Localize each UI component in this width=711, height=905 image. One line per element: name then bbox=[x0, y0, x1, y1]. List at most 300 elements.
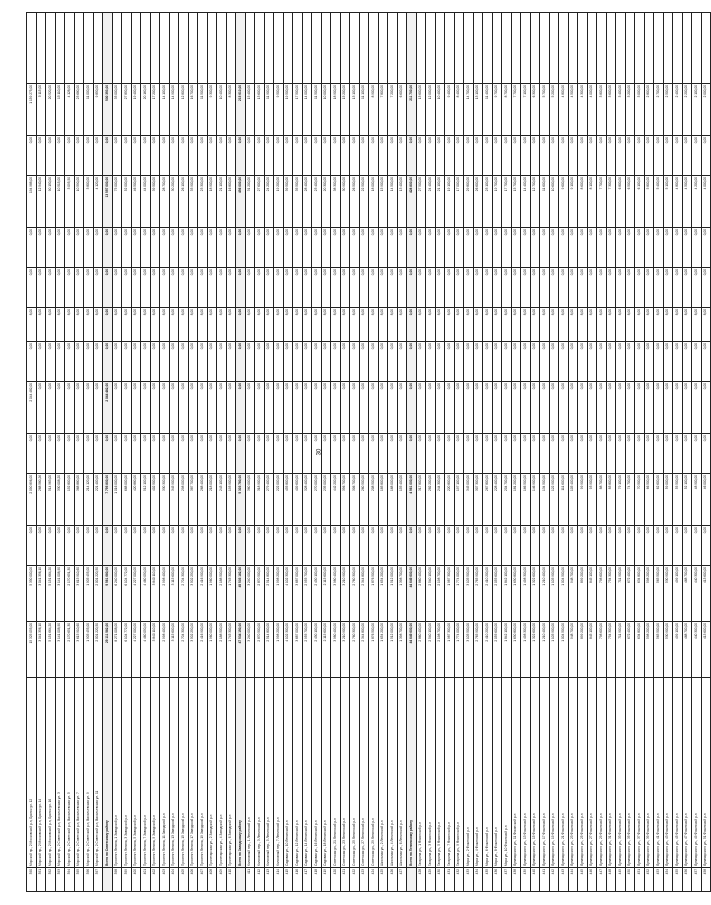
value-cell: 0,00 bbox=[483, 228, 493, 268]
row-number-cell: 435 bbox=[483, 868, 493, 892]
value-cell: 17 500,00 bbox=[293, 84, 303, 136]
value-cell: 8 100,00 bbox=[587, 176, 597, 228]
table-row bbox=[445, 13, 455, 892]
value-cell: 23 100,00 bbox=[483, 176, 493, 228]
value-cell: 0,00 bbox=[36, 526, 46, 566]
value-cell: 2 998 400,00 bbox=[160, 566, 170, 622]
address-cell: Проспект Ленина, 11 Заводской р-н bbox=[160, 678, 170, 868]
value-cell: 0,00 bbox=[122, 136, 132, 176]
value-cell: 0,00 bbox=[378, 526, 388, 566]
value-cell: 222 000,00 bbox=[274, 474, 284, 526]
value-cell: 563 500,00 bbox=[654, 622, 664, 678]
value-cell: 5 330 000,00 bbox=[27, 566, 37, 622]
value-cell: 4 500,00 bbox=[568, 84, 578, 136]
row-number-cell: 414 bbox=[274, 868, 284, 892]
value-cell: 39 500,00 bbox=[283, 176, 293, 228]
value-cell: 500 393,00 bbox=[103, 84, 113, 136]
empty-cell bbox=[141, 13, 151, 84]
value-cell: 0,00 bbox=[321, 382, 331, 434]
value-cell: 9 300,00 bbox=[207, 84, 217, 136]
value-cell: 0,00 bbox=[549, 136, 559, 176]
address-cell: Луначарского ул., 49 Фокинский р-н bbox=[692, 678, 702, 868]
value-cell: 8,00 bbox=[302, 308, 312, 342]
value-cell: 0,00 bbox=[701, 268, 711, 308]
value-cell: 0,00 bbox=[226, 342, 236, 382]
value-cell: 0,00 bbox=[435, 434, 445, 474]
address-cell: Луначарского ул., 41 Фокинский р-н bbox=[654, 678, 664, 868]
value-cell: 0,00 bbox=[464, 382, 474, 434]
value-cell: 0,00 bbox=[236, 342, 246, 382]
value-cell: 8,00 bbox=[483, 308, 493, 342]
value-cell: 1 842 100,00 bbox=[502, 566, 512, 622]
value-cell: 0,00 bbox=[264, 136, 274, 176]
row-number-cell: 403 bbox=[160, 868, 170, 892]
value-cell: 0,00 bbox=[122, 434, 132, 474]
table-row bbox=[701, 13, 711, 892]
address-cell: Всего по Ленинскому району bbox=[407, 678, 417, 868]
empty-cell bbox=[568, 13, 578, 84]
value-cell: 0,00 bbox=[264, 228, 274, 268]
row-number-cell: 401 bbox=[141, 868, 151, 892]
table-row bbox=[112, 13, 122, 892]
value-cell: 168 000,00 bbox=[388, 474, 398, 526]
value-cell: 0,00 bbox=[625, 342, 635, 382]
value-cell: 4 227 000,00 bbox=[131, 622, 141, 678]
row-number-cell: 425 bbox=[378, 868, 388, 892]
empty-cell bbox=[416, 13, 426, 84]
value-cell: 0,00 bbox=[635, 268, 645, 308]
address-cell: Гагарина ул., 7 Фокинский р-н bbox=[445, 678, 455, 868]
value-cell: 0,00 bbox=[160, 342, 170, 382]
value-cell: 0,00 bbox=[587, 434, 597, 474]
value-cell: 2 700,00 bbox=[654, 84, 664, 136]
value-cell: 30 200,00 bbox=[169, 176, 179, 228]
value-cell: 0,00 bbox=[65, 382, 75, 434]
value-cell: 4 102 300,00 bbox=[283, 622, 293, 678]
address-cell: Морской пр., 2 Советский р-н, Васильевская ул. 7 bbox=[74, 678, 84, 868]
value-cell: 2 188 500,00 bbox=[217, 622, 227, 678]
row-number-cell: 417 bbox=[302, 868, 312, 892]
value-cell: 218 000,00 bbox=[207, 474, 217, 526]
value-cell: 267 800,00 bbox=[483, 474, 493, 526]
value-cell: 899 200,00 bbox=[578, 566, 588, 622]
value-cell: 0,00 bbox=[426, 526, 436, 566]
value-cell: 0,00 bbox=[283, 382, 293, 434]
empty-cell bbox=[312, 13, 322, 84]
value-cell: 0,00 bbox=[416, 434, 426, 474]
value-cell: 0,00 bbox=[93, 434, 103, 474]
value-cell: 8,00 bbox=[55, 308, 65, 342]
address-cell: Морской пр., 2 Советский р-н, Васильевская ул. 3 bbox=[55, 678, 65, 868]
value-cell: 0,00 bbox=[217, 526, 227, 566]
register-table-body bbox=[27, 13, 711, 892]
value-cell: 15 200,00 bbox=[340, 84, 350, 136]
value-cell: 0,00 bbox=[207, 136, 217, 176]
value-cell: 0,00 bbox=[226, 434, 236, 474]
value-cell: 8,00 bbox=[160, 308, 170, 342]
value-cell: 0,00 bbox=[27, 268, 37, 308]
value-cell: 0,00 bbox=[483, 268, 493, 308]
value-cell: 29 111 582,00 bbox=[103, 622, 113, 678]
value-cell: 0,00 bbox=[160, 434, 170, 474]
value-cell: 8,00 bbox=[150, 308, 160, 342]
value-cell: 9 600,00 bbox=[559, 176, 569, 228]
value-cell: 0,00 bbox=[188, 526, 198, 566]
value-cell: 0,00 bbox=[492, 136, 502, 176]
row-number-cell: 395 bbox=[74, 868, 84, 892]
value-cell: 243 100,00 bbox=[217, 474, 227, 526]
value-cell: 0,00 bbox=[587, 342, 597, 382]
value-cell: 3 240 000,00 bbox=[245, 622, 255, 678]
address-cell: Советская ул., 25 Ленинский р-н bbox=[350, 678, 360, 868]
value-cell: 0,00 bbox=[701, 382, 711, 434]
value-cell: 0,00 bbox=[416, 268, 426, 308]
value-cell: 0,00 bbox=[340, 526, 350, 566]
value-cell: 26 500,00 bbox=[350, 176, 360, 228]
value-cell: 0,00 bbox=[559, 228, 569, 268]
empty-cell bbox=[616, 13, 626, 84]
value-cell: 0,00 bbox=[74, 228, 84, 268]
table-row bbox=[502, 13, 512, 892]
address-cell: Мира ул., 6 Фокинский р-н bbox=[483, 678, 493, 868]
row-number-cell: 458 bbox=[701, 868, 711, 892]
value-cell: 948 700,00 bbox=[568, 622, 578, 678]
value-cell: 0,00 bbox=[93, 228, 103, 268]
value-cell: 0,00 bbox=[84, 136, 94, 176]
value-cell: 0,00 bbox=[245, 434, 255, 474]
row-number-cell: 427 bbox=[397, 868, 407, 892]
table-row bbox=[692, 13, 702, 892]
value-cell: 244 300,00 bbox=[435, 474, 445, 526]
value-cell: 0,00 bbox=[283, 434, 293, 474]
value-cell: 8,00 bbox=[416, 308, 426, 342]
value-cell: 0,00 bbox=[616, 228, 626, 268]
value-cell: 1 987 300,00 bbox=[445, 566, 455, 622]
table-row bbox=[65, 13, 75, 892]
value-cell: 0,00 bbox=[131, 268, 141, 308]
value-cell: 4 102 300,00 bbox=[283, 566, 293, 622]
value-cell: 0,00 bbox=[321, 434, 331, 474]
value-cell: 0,00 bbox=[625, 268, 635, 308]
empty-cell bbox=[321, 13, 331, 84]
value-cell: 11 500,00 bbox=[198, 84, 208, 136]
value-cell: 18 900,00 bbox=[207, 176, 217, 228]
value-cell: 7 795 800,00 bbox=[103, 474, 113, 526]
row-number-cell: 406 bbox=[188, 868, 198, 892]
value-cell: 0,00 bbox=[255, 268, 265, 308]
value-cell: 387 700,00 bbox=[188, 474, 198, 526]
value-cell: 44 649 600,00 bbox=[407, 566, 417, 622]
value-cell: 9 850,00 bbox=[93, 84, 103, 136]
value-cell: 0,00 bbox=[131, 434, 141, 474]
value-cell: 1 512 000,00 bbox=[388, 622, 398, 678]
value-cell: 0,00 bbox=[331, 526, 341, 566]
empty-cell bbox=[426, 13, 436, 84]
value-cell: 90 150,00 bbox=[46, 176, 56, 228]
value-cell: 0,00 bbox=[188, 382, 198, 434]
value-cell: 11 500,00 bbox=[312, 84, 322, 136]
value-cell: 0,00 bbox=[445, 228, 455, 268]
value-cell: 14 000,00 bbox=[302, 84, 312, 136]
value-cell: 0,00 bbox=[445, 526, 455, 566]
value-cell: 0,00 bbox=[331, 434, 341, 474]
value-cell: 44 649 600,00 bbox=[407, 622, 417, 678]
value-cell: 0,00 bbox=[663, 526, 673, 566]
value-cell: 499 100,00 bbox=[673, 566, 683, 622]
value-cell: 0,00 bbox=[359, 526, 369, 566]
empty-cell bbox=[179, 13, 189, 84]
value-cell: 0,00 bbox=[559, 434, 569, 474]
value-cell: 0,00 bbox=[65, 136, 75, 176]
value-cell: 0,00 bbox=[473, 382, 483, 434]
value-cell: 0,00 bbox=[46, 268, 56, 308]
value-cell: 0,00 bbox=[55, 268, 65, 308]
empty-cell bbox=[559, 13, 569, 84]
value-cell: 3 115 600,00 bbox=[169, 622, 179, 678]
value-cell: 0,00 bbox=[492, 434, 502, 474]
value-cell: 0,00 bbox=[169, 228, 179, 268]
table-row bbox=[160, 13, 170, 892]
row-number-cell: 450 bbox=[625, 868, 635, 892]
value-cell: 0,00 bbox=[217, 136, 227, 176]
value-cell: 0,00 bbox=[407, 342, 417, 382]
value-cell: 0,00 bbox=[369, 526, 379, 566]
value-cell: 0,00 bbox=[293, 434, 303, 474]
value-cell: 0,00 bbox=[369, 136, 379, 176]
value-cell: 0,00 bbox=[616, 136, 626, 176]
value-cell: 0,00 bbox=[511, 434, 521, 474]
value-cell: 55 500,00 bbox=[673, 474, 683, 526]
value-cell: 2 115 600,00 bbox=[321, 622, 331, 678]
value-cell: 0,00 bbox=[283, 228, 293, 268]
value-cell: 6 500,00 bbox=[625, 176, 635, 228]
value-cell: 368 880,00 bbox=[74, 474, 84, 526]
row-number-cell: 408 bbox=[207, 868, 217, 892]
address-cell: Морской пр., 2 Московский р-н, Брянск ул. 16 bbox=[46, 678, 56, 868]
row-number-cell: 392 bbox=[46, 868, 56, 892]
value-cell: 0,00 bbox=[540, 526, 550, 566]
value-cell: 0,00 bbox=[578, 526, 588, 566]
value-cell: 0,00 bbox=[701, 136, 711, 176]
value-cell: 0,00 bbox=[549, 434, 559, 474]
value-cell: 62 600,00 bbox=[654, 474, 664, 526]
value-cell: 0,00 bbox=[511, 228, 521, 268]
value-cell: 19 400,00 bbox=[131, 84, 141, 136]
address-cell: Морской пр., 2 Советский р-н, Васильевская ул. 9 bbox=[84, 678, 94, 868]
value-cell: 0,00 bbox=[473, 342, 483, 382]
row-number-cell: 426 bbox=[388, 868, 398, 892]
address-cell: Морской пр., 2 Московский р-н, Брянск ул. 12 bbox=[27, 678, 37, 868]
value-cell: 0,00 bbox=[255, 228, 265, 268]
empty-cell bbox=[160, 13, 170, 84]
table-row bbox=[226, 13, 236, 892]
value-cell: 0,00 bbox=[274, 342, 284, 382]
address-cell: Луначарского ул., 11 Фокинский р-н bbox=[511, 678, 521, 868]
value-cell: 0,00 bbox=[673, 526, 683, 566]
value-cell: 24 200,00 bbox=[264, 176, 274, 228]
address-cell: Луначарского ул., 45 Фокинский р-н bbox=[673, 678, 683, 868]
value-cell: 0,00 bbox=[293, 342, 303, 382]
value-cell: 0,00 bbox=[644, 382, 654, 434]
table-row bbox=[625, 13, 635, 892]
value-cell: 1 630 800,00 bbox=[511, 566, 521, 622]
value-cell: 0,00 bbox=[169, 268, 179, 308]
value-cell: 0,00 bbox=[255, 342, 265, 382]
table-row bbox=[540, 13, 550, 892]
row-number-cell: 409 bbox=[217, 868, 227, 892]
table-row bbox=[293, 13, 303, 892]
empty-cell bbox=[93, 13, 103, 84]
value-cell: 8,00 bbox=[625, 308, 635, 342]
table-row bbox=[84, 13, 94, 892]
value-cell: 0,00 bbox=[549, 342, 559, 382]
value-cell: 2 704 300,00 bbox=[179, 566, 189, 622]
table-row bbox=[36, 13, 46, 892]
value-cell: 0,00 bbox=[559, 382, 569, 434]
value-cell: 59 000,00 bbox=[663, 474, 673, 526]
value-cell: 8,00 bbox=[283, 308, 293, 342]
value-cell: 0,00 bbox=[321, 228, 331, 268]
table-row bbox=[150, 13, 160, 892]
value-cell: 0,00 bbox=[597, 268, 607, 308]
value-cell: 0,00 bbox=[426, 136, 436, 176]
value-cell: 8,00 bbox=[321, 308, 331, 342]
value-cell: 0,00 bbox=[255, 136, 265, 176]
row-number-cell: 398 bbox=[112, 868, 122, 892]
value-cell: 0,00 bbox=[179, 434, 189, 474]
value-cell: 0,00 bbox=[502, 268, 512, 308]
value-cell: 7 200,00 bbox=[388, 84, 398, 136]
empty-cell bbox=[673, 13, 683, 84]
value-cell: 13 600,00 bbox=[255, 84, 265, 136]
value-cell: 13 400,00 bbox=[397, 176, 407, 228]
value-cell: 530 900,00 bbox=[663, 622, 673, 678]
value-cell: 0,00 bbox=[549, 526, 559, 566]
value-cell: 0,00 bbox=[331, 228, 341, 268]
value-cell: 0,00 bbox=[369, 382, 379, 434]
value-cell: 0,00 bbox=[122, 268, 132, 308]
value-cell: 0,00 bbox=[169, 434, 179, 474]
value-cell: 0,00 bbox=[112, 434, 122, 474]
table-row bbox=[188, 13, 198, 892]
value-cell: 0,00 bbox=[502, 342, 512, 382]
value-cell: 0,00 bbox=[179, 526, 189, 566]
address-cell: Колхозный пер., 5 Ленинский р-н bbox=[264, 678, 274, 868]
empty-cell bbox=[578, 13, 588, 84]
value-cell: 0,00 bbox=[160, 382, 170, 434]
value-cell: 0,00 bbox=[445, 342, 455, 382]
value-cell: 0,00 bbox=[578, 268, 588, 308]
value-cell: 0,00 bbox=[293, 228, 303, 268]
value-cell: 0,00 bbox=[55, 136, 65, 176]
value-cell: 0,00 bbox=[321, 526, 331, 566]
address-cell: Садовая ул., 12 Ленинский р-н bbox=[293, 678, 303, 868]
value-cell: 634 800,00 bbox=[635, 566, 645, 622]
table-row bbox=[55, 13, 65, 892]
value-cell: 0,00 bbox=[606, 382, 616, 434]
value-cell: 0,00 bbox=[198, 268, 208, 308]
value-cell: 456 000,00 bbox=[236, 176, 246, 228]
address-cell: Луначарского ул., 19 Фокинский р-н bbox=[549, 678, 559, 868]
value-cell: 0,00 bbox=[74, 136, 84, 176]
value-cell: 27 500,00 bbox=[416, 176, 426, 228]
value-cell: 0,00 bbox=[27, 136, 37, 176]
value-cell: 33 900,00 bbox=[188, 176, 198, 228]
value-cell: 0,00 bbox=[435, 382, 445, 434]
value-cell: 35 500,00 bbox=[293, 176, 303, 228]
value-cell: 0,00 bbox=[293, 382, 303, 434]
value-cell: 0,00 bbox=[150, 228, 160, 268]
value-cell: 0,00 bbox=[568, 382, 578, 434]
value-cell: 19 500,00 bbox=[283, 84, 293, 136]
table-row bbox=[454, 13, 464, 892]
value-cell: 0,00 bbox=[511, 382, 521, 434]
value-cell: 0,00 bbox=[103, 434, 113, 474]
table-row bbox=[492, 13, 502, 892]
value-cell: 3 210 900,00 bbox=[340, 622, 350, 678]
empty-cell bbox=[663, 13, 673, 84]
value-cell: 0,00 bbox=[36, 382, 46, 434]
value-cell: 0,00 bbox=[673, 268, 683, 308]
value-cell: 0,00 bbox=[46, 382, 56, 434]
row-number-cell: 438 bbox=[511, 868, 521, 892]
value-cell: 152 800,00 bbox=[65, 474, 75, 526]
value-cell: 0,00 bbox=[359, 268, 369, 308]
value-cell: 0,00 bbox=[46, 342, 56, 382]
value-cell: 8,00 bbox=[274, 308, 284, 342]
address-cell: Мира ул., 10 Фокинский р-н bbox=[502, 678, 512, 868]
value-cell: 18 900,00 bbox=[331, 84, 341, 136]
value-cell: 598 200,00 bbox=[644, 566, 654, 622]
value-cell: 0,00 bbox=[606, 526, 616, 566]
value-cell: 0,00 bbox=[36, 342, 46, 382]
address-cell: Гагарина ул., 1 Фокинский р-н bbox=[416, 678, 426, 868]
value-cell: 634 800,00 bbox=[635, 622, 645, 678]
value-cell: 279 400,00 bbox=[264, 474, 274, 526]
address-cell: Луначарского ул., 17 Фокинский р-н bbox=[540, 678, 550, 868]
address-cell: Проспект Ленина, 19 Заводской р-н bbox=[198, 678, 208, 868]
address-cell: Школьная ул., 2 Ленинский р-н bbox=[378, 678, 388, 868]
value-cell: 3 115 600,00 bbox=[169, 566, 179, 622]
empty-cell bbox=[169, 13, 179, 84]
value-cell: 6 240 000,00 bbox=[112, 566, 122, 622]
value-cell: 8,00 bbox=[93, 308, 103, 342]
value-cell: 134 500,00 bbox=[540, 474, 550, 526]
empty-cell bbox=[483, 13, 493, 84]
value-cell: 0,00 bbox=[188, 268, 198, 308]
value-cell: 33 000,00 bbox=[112, 84, 122, 136]
value-cell: 0,00 bbox=[464, 434, 474, 474]
value-cell: 0,00 bbox=[36, 228, 46, 268]
empty-cell bbox=[65, 13, 75, 84]
value-cell: 3 840 110,00 bbox=[150, 622, 160, 678]
value-cell: 1 398 700,00 bbox=[397, 566, 407, 622]
value-cell: 2 800,00 bbox=[644, 84, 654, 136]
value-cell: 8 600,00 bbox=[578, 176, 588, 228]
value-cell: 0,00 bbox=[407, 434, 417, 474]
value-cell: 0,00 bbox=[473, 268, 483, 308]
value-cell: 3 615 910,60 bbox=[74, 566, 84, 622]
empty-cell bbox=[27, 13, 37, 84]
value-cell: 0,00 bbox=[388, 434, 398, 474]
empty-cell bbox=[331, 13, 341, 84]
table-row bbox=[122, 13, 132, 892]
value-cell: 0,00 bbox=[445, 268, 455, 308]
value-cell: 3 041 356,10 bbox=[36, 566, 46, 622]
value-cell: 8,00 bbox=[378, 308, 388, 342]
value-cell: 0,00 bbox=[644, 434, 654, 474]
value-cell: 11 900,00 bbox=[264, 84, 274, 136]
